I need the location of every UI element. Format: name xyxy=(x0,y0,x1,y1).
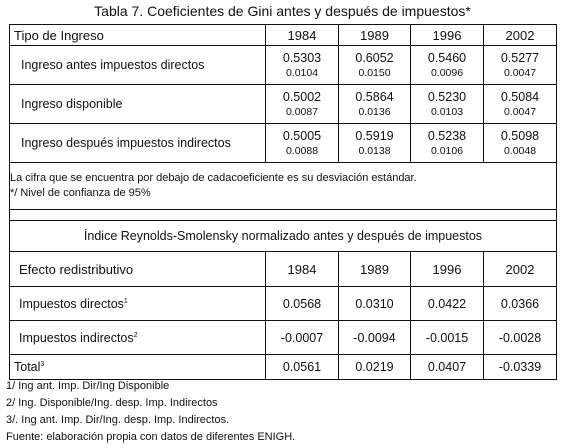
gini-row xyxy=(10,85,557,124)
gini-value: 0.6052 xyxy=(355,50,394,65)
gini-row-label: Ingreso disponible xyxy=(10,85,266,124)
reynolds-value: 0.0366 xyxy=(484,287,557,321)
gini-cell xyxy=(484,124,557,163)
gini-value: 0.5002 xyxy=(282,89,322,104)
reynolds-value: 0.0568 xyxy=(266,287,339,321)
spacer-cell xyxy=(10,210,557,221)
gini-row-label: Ingreso después impuestos indirectos xyxy=(10,124,266,163)
gini-cell xyxy=(411,46,484,85)
reynolds-row-label xyxy=(10,321,266,355)
gini-value: 0.5238 xyxy=(427,128,467,143)
reynolds-value: -0.0094 xyxy=(339,321,411,355)
reynolds-value: 0.0422 xyxy=(411,287,484,321)
reynolds-value: 0.0561 xyxy=(266,355,339,380)
reynolds-header-year: 1984 xyxy=(266,252,339,287)
reynolds-title: Índice Reynolds-Smolensky normalizado antes y después de impuestos xyxy=(10,221,557,252)
gini-std: 0.0047 xyxy=(503,66,537,79)
footnote-ref: 1 xyxy=(123,297,128,305)
gini-header-year: 2002 xyxy=(484,25,557,46)
gini-cell xyxy=(484,85,557,124)
reynolds-row-label-text: Total xyxy=(14,360,41,374)
reynolds-value: -0.0015 xyxy=(411,321,484,355)
gini-value: 0.5230 xyxy=(427,89,467,104)
footnote-ref: 2 xyxy=(133,331,138,339)
gini-notes xyxy=(10,163,557,210)
gini-cell xyxy=(411,124,484,163)
reynolds-value: -0.0028 xyxy=(484,321,557,355)
footnote-ref: 3 xyxy=(40,360,45,368)
gini-std: 0.0138 xyxy=(358,144,391,157)
gini-std: 0.0048 xyxy=(503,144,537,157)
gini-row xyxy=(10,46,557,85)
gini-value: 0.5303 xyxy=(282,50,322,65)
gini-notes-row xyxy=(10,163,557,210)
reynolds-header-label: Efecto redistributivo xyxy=(10,252,266,287)
gini-value: 0.5084 xyxy=(500,89,540,104)
gini-header-label: Tipo de Ingreso xyxy=(10,25,266,46)
gini-std: 0.0136 xyxy=(358,105,391,118)
gini-cell xyxy=(339,124,411,163)
gini-value: 0.5919 xyxy=(355,128,394,143)
gini-cell xyxy=(266,46,339,85)
spacer-row xyxy=(10,210,557,221)
gini-row xyxy=(10,124,557,163)
reynolds-value: -0.0339 xyxy=(484,355,557,380)
reynolds-header-row xyxy=(10,252,557,287)
gini-value: 0.5277 xyxy=(500,50,540,65)
gini-std: 0.0103 xyxy=(430,105,464,118)
gini-std: 0.0150 xyxy=(358,66,391,79)
gini-std: 0.0088 xyxy=(285,144,319,157)
gini-cell xyxy=(339,85,411,124)
reynolds-row-label xyxy=(10,355,266,380)
reynolds-title-row xyxy=(10,221,557,252)
note-line: La cifra que se encuentra por debajo de cadacoeficiente es su desviación estándar. xyxy=(10,172,417,184)
gini-std: 0.0096 xyxy=(430,66,464,79)
gini-cell xyxy=(484,46,557,85)
gini-table xyxy=(9,24,557,380)
gini-header-year: 1996 xyxy=(411,25,484,46)
gini-value: 0.5005 xyxy=(282,128,322,143)
reynolds-row-label-text: Impuestos directos xyxy=(19,296,124,311)
gini-header-year: 1989 xyxy=(339,25,411,46)
reynolds-header-year: 1996 xyxy=(411,252,484,287)
reynolds-row-label xyxy=(10,287,266,321)
reynolds-value: 0.0219 xyxy=(339,355,411,380)
note-line: */ Nivel de confianza de 95% xyxy=(10,187,151,199)
gini-std: 0.0104 xyxy=(285,66,319,79)
gini-cell xyxy=(266,85,339,124)
reynolds-value: -0.0007 xyxy=(266,321,339,355)
footnote-line: 3/. Ing ant. Imp. Dir/Ing. desp. Imp. Indirectos. xyxy=(6,414,230,426)
gini-std: 0.0087 xyxy=(285,105,319,118)
reynolds-total-row xyxy=(10,355,557,380)
gini-cell xyxy=(411,85,484,124)
footnote-line: 1/ Ing ant. Imp. Dir/Ing Disponible xyxy=(6,380,170,392)
footnotes xyxy=(6,378,295,446)
reynolds-value: 0.0407 xyxy=(411,355,484,380)
reynolds-row xyxy=(10,321,557,355)
gini-row-label: Ingreso antes impuestos directos xyxy=(10,46,266,85)
gini-cell xyxy=(339,46,411,85)
gini-value: 0.5864 xyxy=(355,89,394,104)
gini-header-year: 1984 xyxy=(266,25,339,46)
gini-std: 0.0047 xyxy=(503,105,537,118)
footnote-source: Fuente: elaboración propia con datos de diferentes ENIGH. xyxy=(6,431,296,443)
table-title: Tabla 7. Coeficientes de Gini antes y después de impuestos* xyxy=(94,3,471,19)
gini-header-row xyxy=(10,25,557,46)
reynolds-header-year: 1989 xyxy=(339,252,411,287)
reynolds-value: 0.0310 xyxy=(339,287,411,321)
gini-value: 0.5460 xyxy=(427,50,467,65)
gini-value: 0.5098 xyxy=(500,128,540,143)
gini-cell xyxy=(266,124,339,163)
reynolds-row-label-text: Impuestos indirectos xyxy=(19,330,134,345)
reynolds-row xyxy=(10,287,557,321)
footnote-line: 2/ Ing. Disponible/Ing. desp. Imp. Indirectos xyxy=(6,397,218,409)
reynolds-header-year: 2002 xyxy=(484,252,557,287)
gini-std: 0.0106 xyxy=(430,144,464,157)
